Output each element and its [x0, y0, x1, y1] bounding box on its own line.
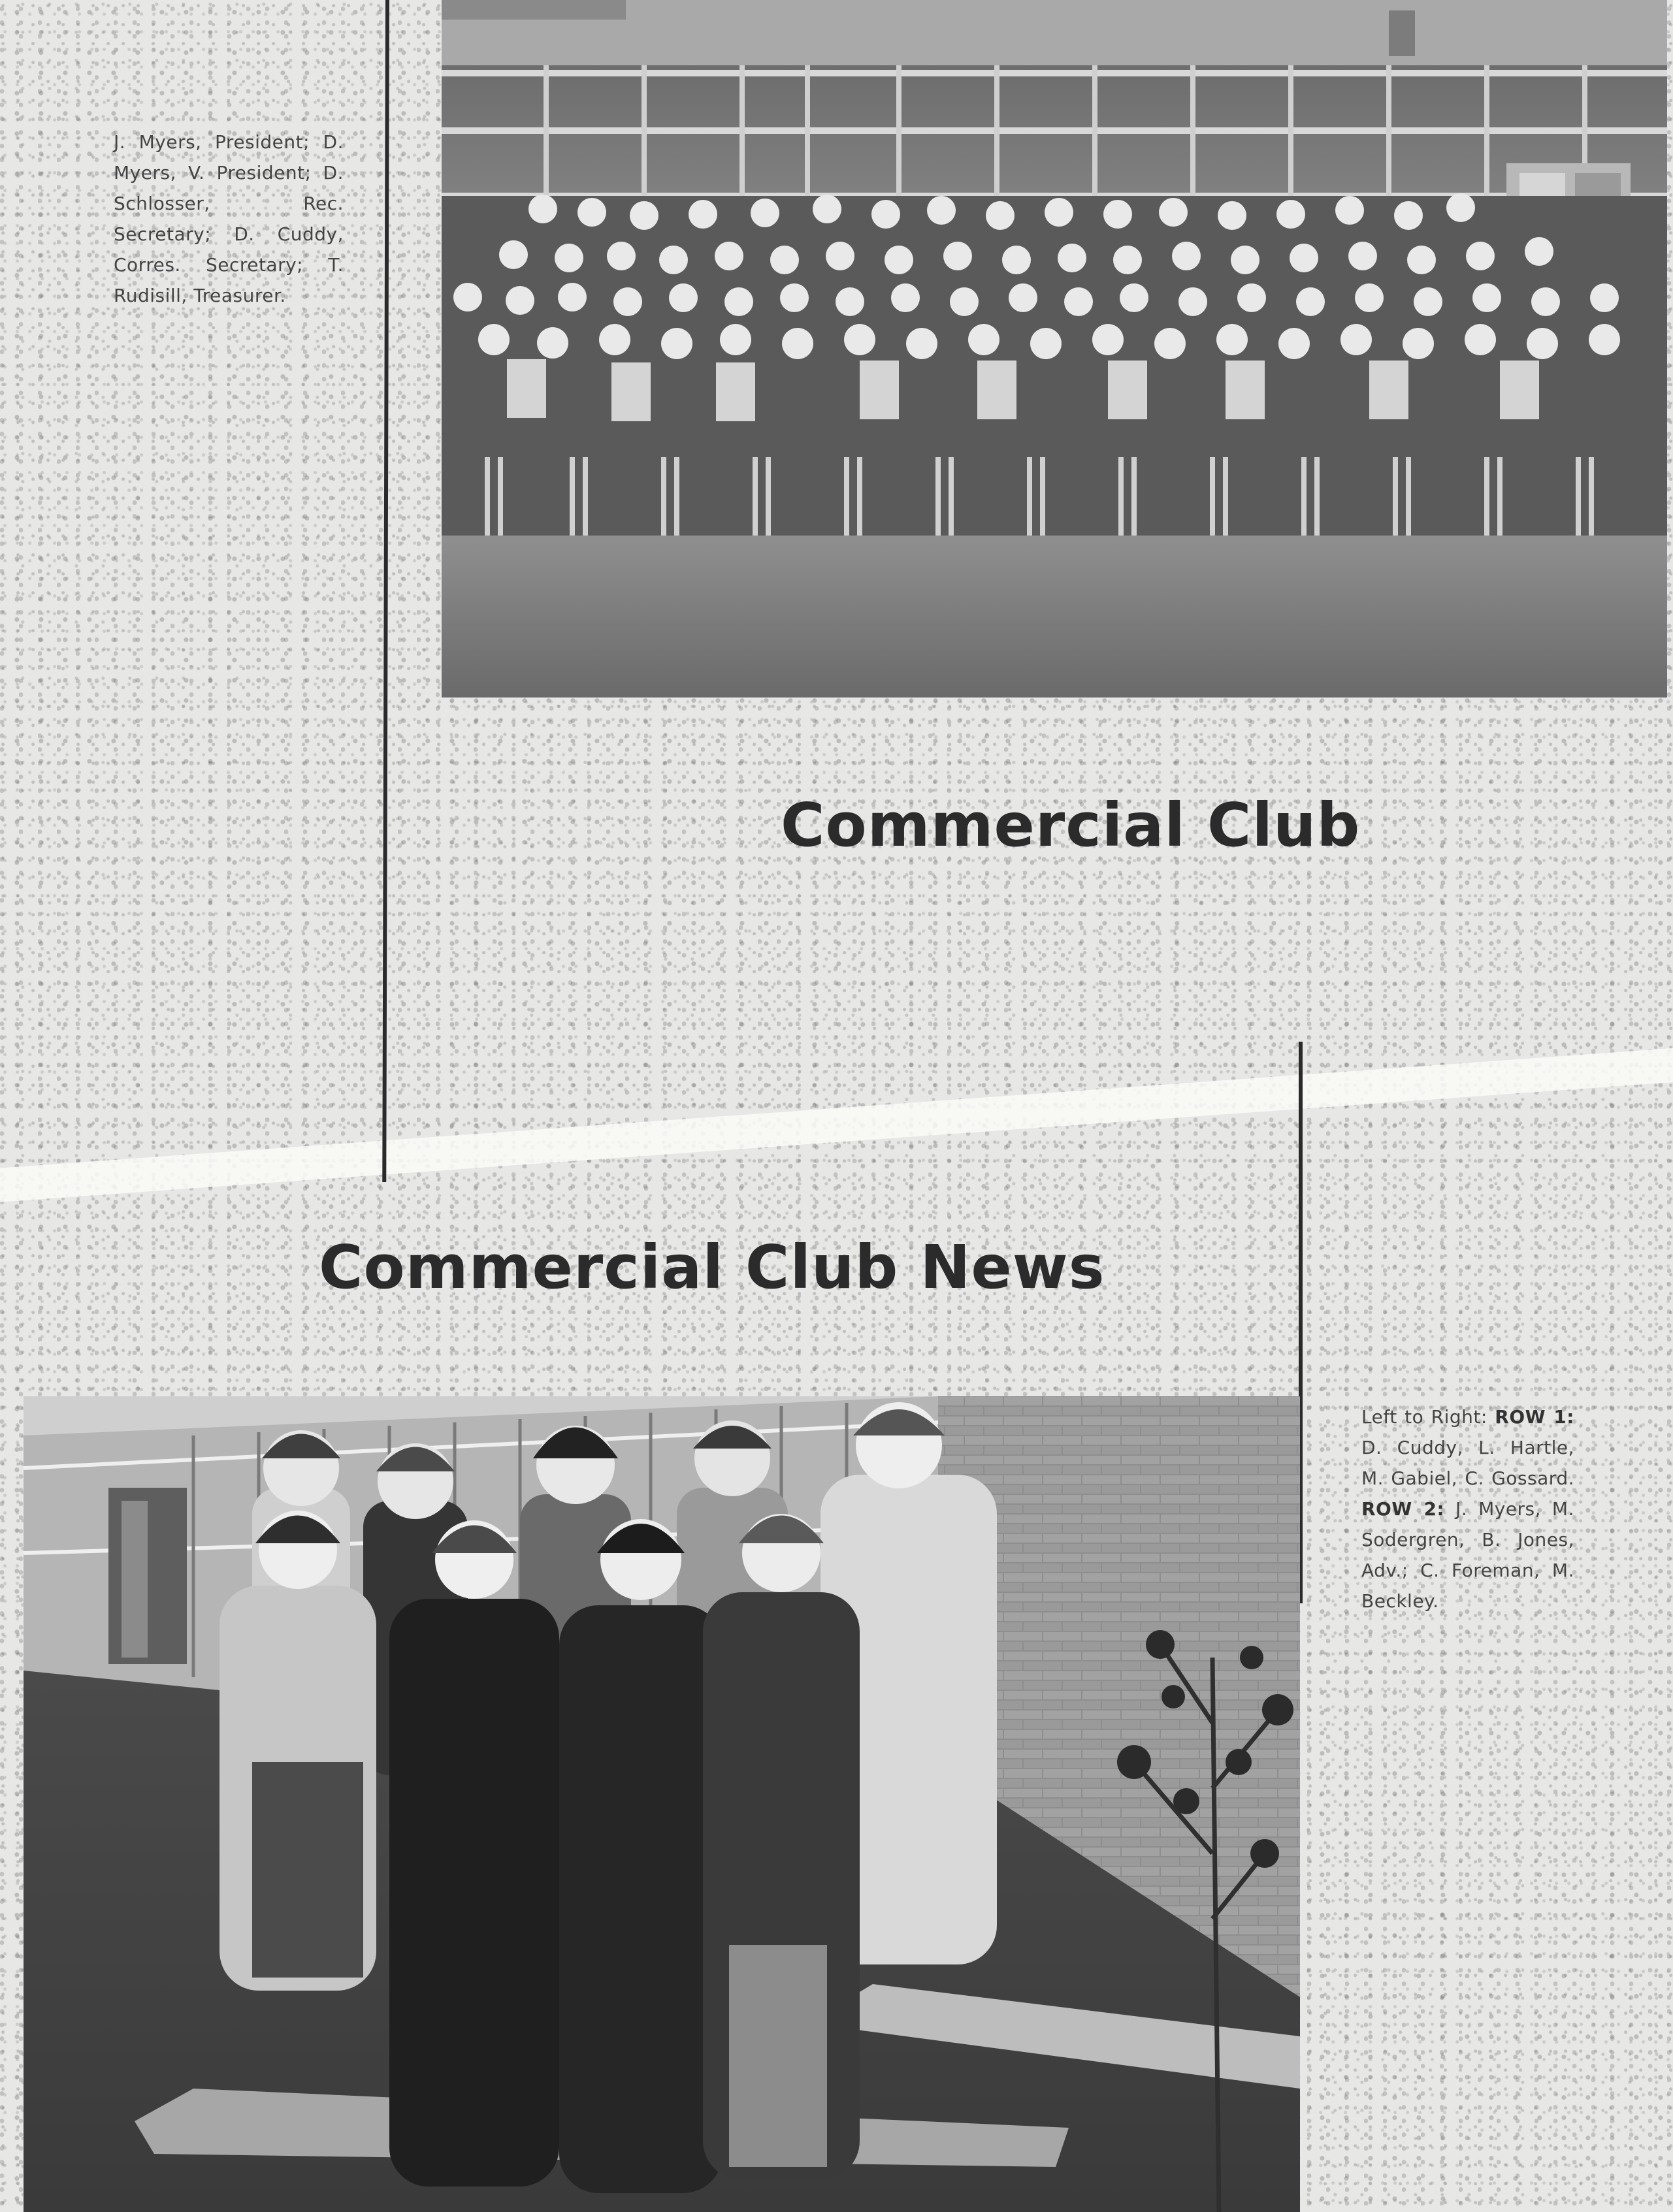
row1-label: ROW 1:: [1495, 1406, 1574, 1428]
row1-names: D. Cuddy, L. Hartle, M. Gabiel, C. Gossard.: [1361, 1437, 1574, 1489]
group-photo: [442, 0, 1667, 697]
members-caption: [1361, 1402, 1574, 1616]
group-photo-image: [442, 0, 1667, 697]
row2-label: ROW 2:: [1361, 1498, 1445, 1520]
torn-paper-strip: [0, 1047, 1673, 1203]
officers-photo: [24, 1396, 1300, 2212]
vertical-rule-left: [382, 0, 389, 1182]
officers-caption-text: J. Myers, President; D. Myers, V. President; D. Schlosser, Rec. Secretary; D. Cuddy, Corres. Secretary; T. Rudisill, Treasurer.: [114, 131, 344, 306]
members-caption-intro: Left to Right:: [1361, 1406, 1487, 1428]
heading-commercial-club: Commercial Club: [781, 790, 1361, 860]
officers-photo-image: [24, 1396, 1300, 2212]
officers-caption: [114, 127, 344, 311]
row2-names: J. Myers, M. Sodergren, B. Jones, Adv.; C. Foreman, M. Beckley.: [1361, 1498, 1574, 1612]
heading-commercial-club-news: Commercial Club News: [319, 1232, 1105, 1302]
